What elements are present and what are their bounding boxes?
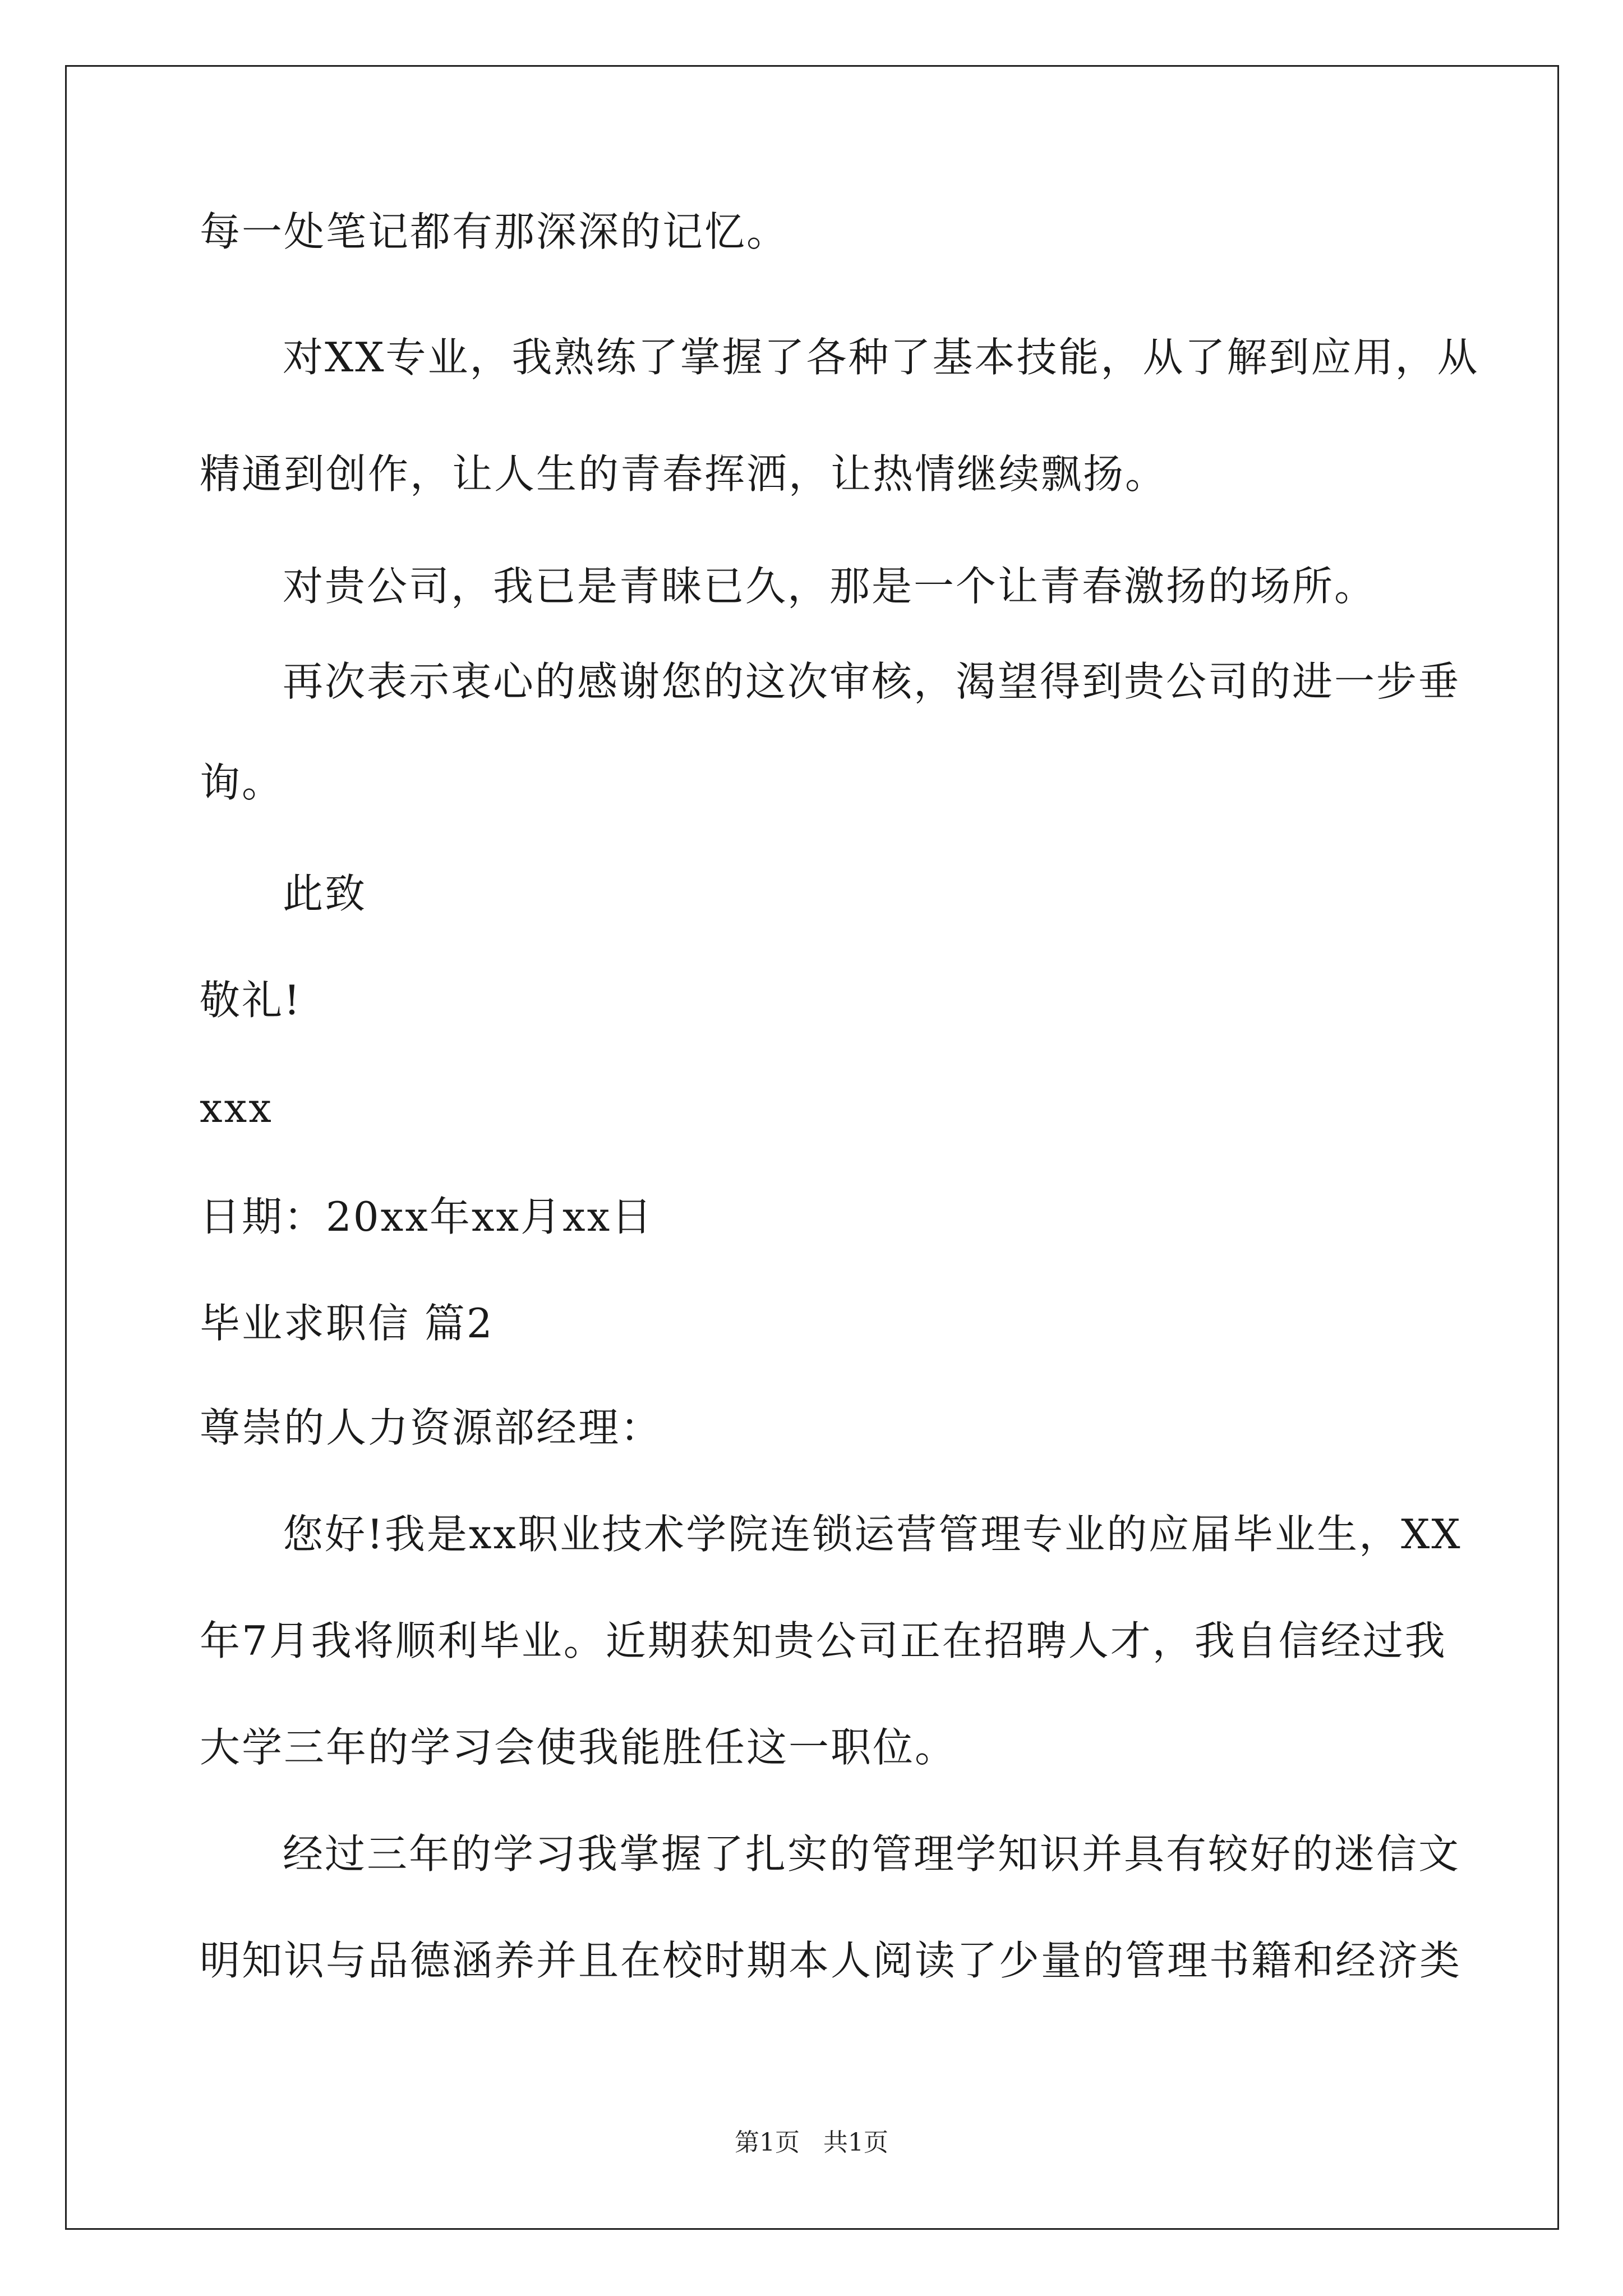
section-heading: 毕业求职信 篇2 <box>200 1300 494 1347</box>
page-footer: 第1页 共1页 <box>735 2128 888 2157</box>
text-line: 经过三年的学习我掌握了扎实的管理学知识并具有较好的迷信文 <box>283 1830 1461 1878</box>
text-line: 年7月我将顺利毕业。近期获知贵公司正在招聘人才，我自信经过我 <box>200 1617 1447 1664</box>
text-line: 每一处笔记都有那深深的记忆。 <box>200 208 789 255</box>
signature-name: xxx <box>200 1084 273 1131</box>
text-line: 精通到创作，让人生的青春挥洒，让热情继续飘扬。 <box>200 450 1168 498</box>
text-line: 对贵公司，我已是青睐已久，那是一个让青春激扬的场所。 <box>283 563 1377 610</box>
closing-salutation: 此致 <box>283 870 367 917</box>
page-border <box>65 65 1559 2230</box>
text-line: 明知识与品德涵养并且在校时期本人阅读了少量的管理书籍和经济类 <box>200 1937 1462 1984</box>
date-line: 日期：20xx年xx月xx日 <box>200 1193 654 1240</box>
text-line: 对XX专业，我熟练了掌握了各种了基本技能，从了解到应用，从 <box>283 334 1479 381</box>
text-line: 大学三年的学习会使我能胜任这一职位。 <box>200 1724 957 1771</box>
recipient-greeting: 尊崇的人力资源部经理： <box>200 1404 663 1451</box>
text-line: 您好!我是xx职业技术学院连锁运营管理专业的应届毕业生，XX <box>283 1511 1462 1558</box>
closing-regards: 敬礼! <box>200 977 302 1024</box>
text-line: 再次表示衷心的感谢您的这次审核，渴望得到贵公司的进一步垂 <box>283 658 1461 705</box>
text-line: 询。 <box>200 759 284 806</box>
